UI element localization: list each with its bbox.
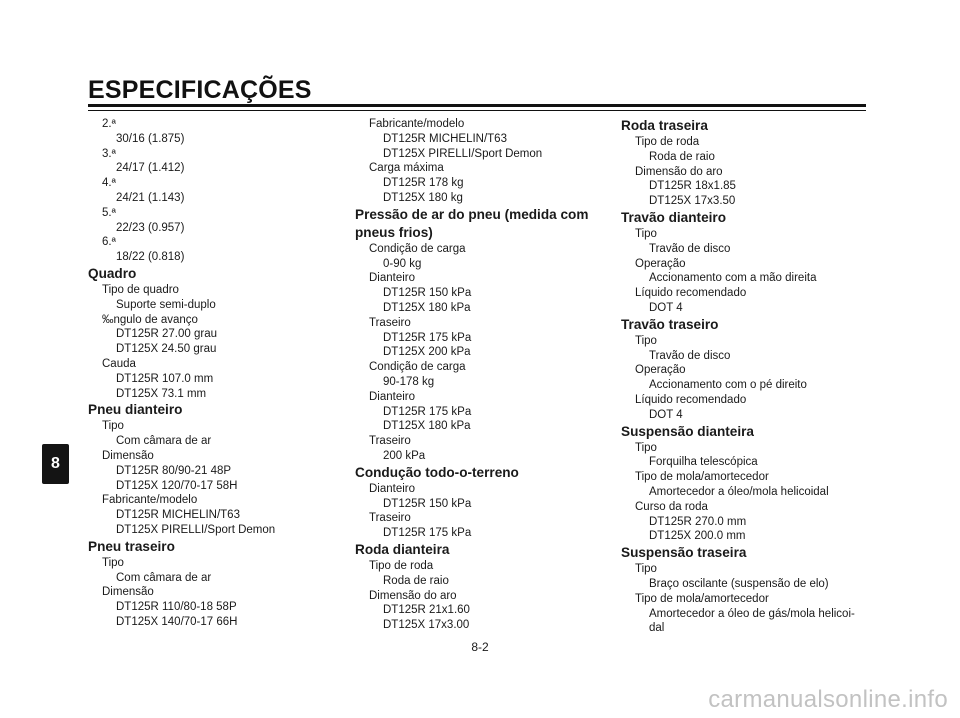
spec-value: DT125R 175 kPa bbox=[383, 405, 472, 418]
title-rule-thin bbox=[88, 110, 866, 111]
spec-label: Líquido recomendado bbox=[635, 287, 747, 300]
spec-value: Com câmara de ar bbox=[116, 435, 212, 448]
spec-label: Operação bbox=[635, 257, 686, 270]
section-heading: Pneu dianteiro bbox=[88, 402, 183, 418]
spec-value: 22/23 (0.957) bbox=[116, 221, 185, 234]
spec-value: DT125X 180 kPa bbox=[383, 301, 471, 314]
spec-value: Braço oscilante (suspensão de elo) bbox=[649, 577, 829, 590]
spec-label: Traseiro bbox=[369, 435, 411, 448]
spec-value: DT125X 140/70-17 66H bbox=[116, 615, 238, 628]
spec-label: Tipo bbox=[635, 334, 657, 347]
spec-label: ‰ngulo de avanço bbox=[102, 313, 198, 326]
watermark: carmanualsonline.info bbox=[708, 686, 948, 713]
spec-label: Curso da roda bbox=[635, 500, 708, 513]
section-heading: Suspensão dianteira bbox=[621, 423, 754, 439]
spec-value: Roda de raio bbox=[649, 150, 715, 163]
title-rule-thick bbox=[88, 104, 866, 107]
spec-value: Travão de disco bbox=[649, 349, 731, 362]
spec-label: 3.ª bbox=[102, 147, 116, 160]
spec-value: 18/22 (0.818) bbox=[116, 251, 185, 264]
spec-value: DOT 4 bbox=[649, 301, 683, 314]
spec-value: Amortecedor a óleo/mola helicoidal bbox=[649, 485, 829, 498]
section-heading: Travão traseiro bbox=[621, 316, 719, 332]
spec-value: Roda de raio bbox=[383, 574, 449, 587]
spec-value: Amortecedor a óleo de gás/mola helicoi- bbox=[649, 607, 855, 620]
chapter-tab: 8 bbox=[42, 444, 69, 484]
spec-value: DT125R 178 kg bbox=[383, 177, 464, 190]
spec-value: DT125R 150 kPa bbox=[383, 497, 472, 510]
spec-value: 200 kPa bbox=[383, 449, 426, 462]
spec-label: Fabricante/modelo bbox=[102, 494, 198, 507]
spec-value: 90-178 kg bbox=[383, 375, 435, 388]
section-heading: Condução todo-o-terreno bbox=[355, 464, 519, 480]
spec-value: DT125X PIRELLI/Sport Demon bbox=[383, 147, 543, 160]
spec-value: DT125R 110/80-18 58P bbox=[116, 601, 237, 614]
spec-label: 5.ª bbox=[102, 206, 116, 219]
spec-value: DT125R 27.00 grau bbox=[116, 328, 218, 341]
spec-value: DT125X 24.50 grau bbox=[116, 343, 217, 356]
column-middle bbox=[355, 117, 617, 633]
spec-value: DT125X 73.1 mm bbox=[116, 387, 207, 400]
spec-value: 0-90 kg bbox=[383, 257, 422, 270]
section-heading: Travão dianteiro bbox=[621, 209, 727, 225]
spec-label: Operação bbox=[635, 364, 686, 377]
spec-label: Carga máxima bbox=[369, 162, 444, 175]
spec-label: Traseiro bbox=[369, 512, 411, 525]
spec-value: Travão de disco bbox=[649, 242, 731, 255]
spec-value: DT125R 21x1.60 bbox=[383, 604, 470, 617]
spec-label: Traseiro bbox=[369, 316, 411, 329]
spec-label: 4.ª bbox=[102, 177, 116, 190]
spec-label: Condição de carga bbox=[369, 242, 466, 255]
spec-value: DT125R 175 kPa bbox=[383, 527, 472, 540]
spec-label: Dianteiro bbox=[369, 482, 416, 495]
page-title: ESPECIFICAÇÕES bbox=[88, 76, 312, 104]
spec-label: Fabricante/modelo bbox=[369, 118, 465, 130]
spec-value: DOT 4 bbox=[649, 408, 683, 421]
spec-label: Tipo bbox=[635, 441, 657, 454]
spec-value: Com câmara de ar bbox=[116, 571, 212, 584]
spec-label: Tipo bbox=[102, 420, 124, 433]
spec-label: Cauda bbox=[102, 357, 136, 370]
spec-value: DT125X 180 kPa bbox=[383, 420, 471, 433]
spec-value: Accionamento com o pé direito bbox=[649, 379, 807, 392]
spec-label: 2.ª bbox=[102, 118, 116, 130]
spec-value: DT125X 180 kg bbox=[383, 191, 463, 204]
spec-value: DT125R 150 kPa bbox=[383, 287, 472, 300]
spec-label: 6.ª bbox=[102, 236, 116, 249]
spec-value: Accionamento com a mão direita bbox=[649, 272, 817, 285]
spec-value: Suporte semi-duplo bbox=[116, 298, 216, 311]
spec-value: DT125R 270.0 mm bbox=[649, 515, 747, 528]
spec-label: Tipo de quadro bbox=[102, 283, 179, 296]
spec-value: DT125R 107.0 mm bbox=[116, 372, 214, 385]
spec-value: DT125R MICHELIN/T63 bbox=[383, 132, 507, 145]
spec-label: Tipo de mola/amortecedor bbox=[635, 471, 769, 484]
spec-value: DT125X 120/70-17 58H bbox=[116, 479, 238, 492]
spec-value: 30/16 (1.875) bbox=[116, 132, 185, 145]
spec-label: Tipo de roda bbox=[635, 136, 700, 148]
spec-value: dal bbox=[649, 622, 665, 635]
spec-label: Tipo bbox=[635, 227, 657, 240]
spec-value: 24/17 (1.412) bbox=[116, 162, 185, 175]
spec-value: DT125X 17x3.00 bbox=[383, 619, 470, 632]
section-heading: Suspensão traseira bbox=[621, 545, 747, 561]
spec-label: Dimensão bbox=[102, 449, 154, 462]
spec-label: Dianteiro bbox=[369, 272, 416, 285]
spec-value: DT125R 80/90-21 48P bbox=[116, 464, 232, 477]
spec-label: Tipo bbox=[102, 556, 124, 569]
spec-label: Dimensão do aro bbox=[369, 589, 457, 602]
spec-value: DT125R 175 kPa bbox=[383, 331, 472, 344]
spec-label: Tipo de mola/amortecedor bbox=[635, 592, 769, 605]
spec-label: Dianteiro bbox=[369, 390, 416, 403]
section-heading: Quadro bbox=[88, 265, 137, 281]
spec-value: DT125X 200.0 mm bbox=[649, 530, 746, 543]
spec-label: Tipo bbox=[635, 563, 657, 576]
spec-label: Condição de carga bbox=[369, 361, 466, 374]
spec-value: 24/21 (1.143) bbox=[116, 191, 185, 204]
column-left bbox=[88, 117, 350, 630]
spec-label: Tipo de roda bbox=[369, 559, 434, 572]
column-right bbox=[621, 117, 883, 636]
section-heading: Roda dianteira bbox=[355, 541, 450, 557]
spec-value: DT125R 18x1.85 bbox=[649, 180, 736, 193]
section-heading: Pressão de ar do pneu (medida com pneus frios) bbox=[355, 206, 589, 240]
spec-value: DT125X PIRELLI/Sport Demon bbox=[116, 523, 276, 536]
page-number: 8-2 bbox=[471, 640, 489, 654]
section-heading: Pneu traseiro bbox=[88, 538, 175, 554]
spec-value: DT125X 200 kPa bbox=[383, 346, 471, 359]
spec-label: Líquido recomendado bbox=[635, 393, 747, 406]
spec-value: DT125X 17x3.50 bbox=[649, 195, 736, 208]
spec-value: DT125R MICHELIN/T63 bbox=[116, 509, 240, 522]
spec-label: Dimensão do aro bbox=[635, 165, 723, 178]
spec-label: Dimensão bbox=[102, 586, 154, 599]
section-heading: Roda traseira bbox=[621, 118, 708, 133]
spec-value: Forquilha telescópica bbox=[649, 456, 758, 469]
